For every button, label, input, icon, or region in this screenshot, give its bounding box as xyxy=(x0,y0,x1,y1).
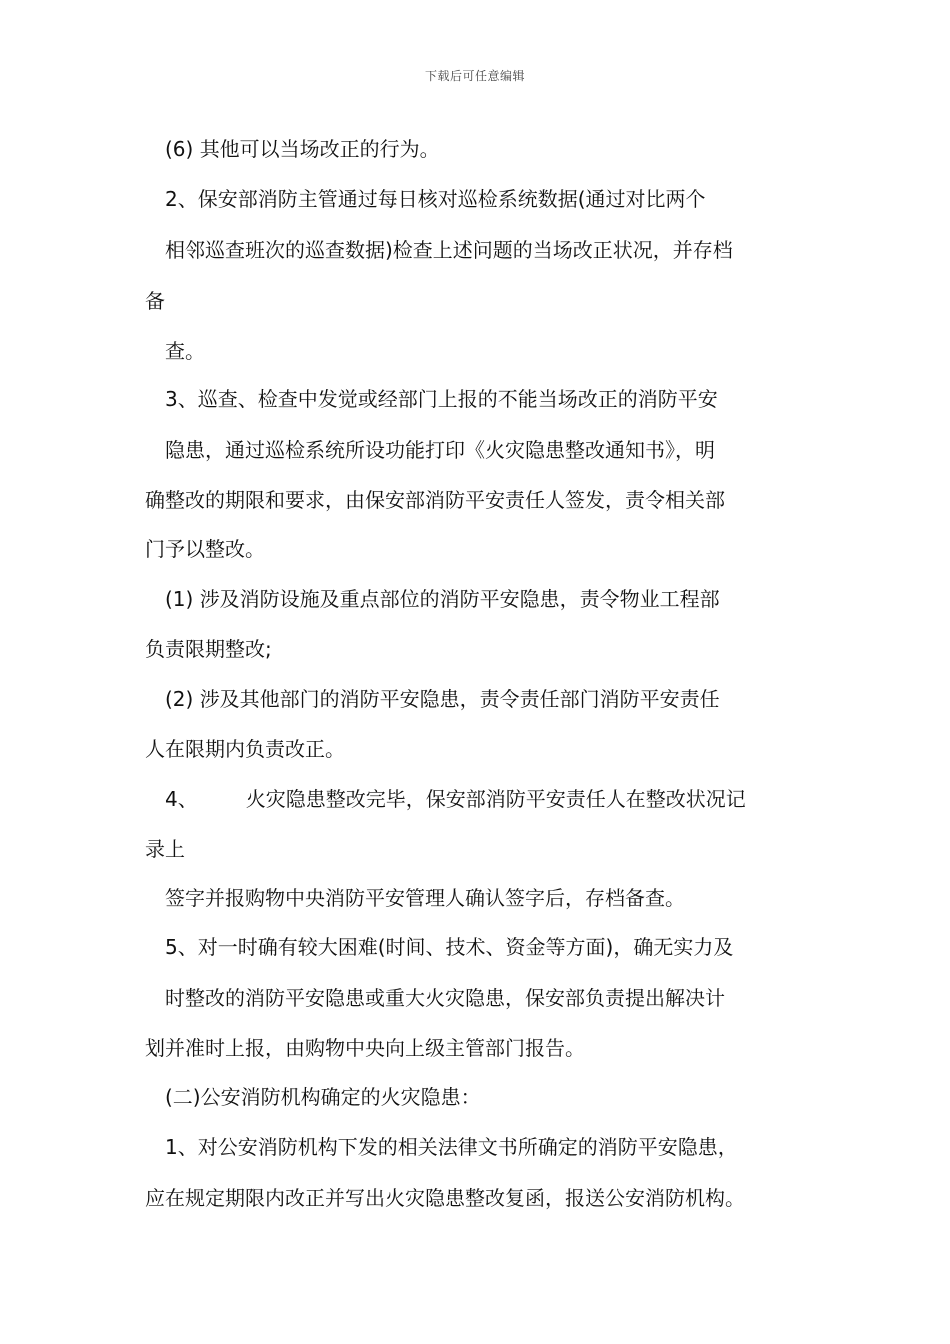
text-line: 隐患，通过巡检系统所设功能打印《火灾隐患整改通知书》，明 xyxy=(165,438,715,462)
text-line xyxy=(165,785,746,813)
text-line: 备 xyxy=(145,289,165,313)
text-line: 确整改的期限和要求，由保安部消防平安责任人签发，责令相关部 xyxy=(145,488,725,512)
header-note: 下载后可任意编辑 xyxy=(424,69,525,83)
text-line: 时整改的消防平安隐患或重大火灾隐患，保安部负责提出解决计 xyxy=(165,986,725,1010)
text-line: (二)公安消防机构确定的火灾隐患： xyxy=(165,1085,481,1109)
item-number: 4、 xyxy=(165,787,198,811)
text-line: (6) 其他可以当场改正的行为。 xyxy=(165,137,440,161)
text-line: 划并准时上报，由购物中央向上级主管部门报告。 xyxy=(145,1036,585,1060)
text-line: 应在规定期限内改正并写出火灾隐患整改复函，报送公安消防机构。 xyxy=(145,1186,745,1210)
text-line: 查。 xyxy=(165,339,205,363)
text-line: 录上 xyxy=(145,837,185,861)
text-line: 签字并报购物中央消防平安管理人确认签字后，存档备查。 xyxy=(165,886,685,910)
text-line: 负责限期整改; xyxy=(145,637,272,661)
text-line: 1、对公安消防机构下发的相关法律文书所确定的消防平安隐患， xyxy=(165,1135,738,1159)
text-line: 人在限期内负责改正。 xyxy=(145,737,345,761)
text-line: 5、对一时确有较大困难(时间、技术、资金等方面)，确无实力及 xyxy=(165,935,734,959)
text-line: 相邻巡查班次的巡查数据)检查上述问题的当场改正状况，并存档 xyxy=(165,238,733,262)
text-line: 门予以整改。 xyxy=(145,537,265,561)
text-line: (1) 涉及消防设施及重点部位的消防平安隐患，责令物业工程部 xyxy=(165,587,720,611)
text-line: 3、巡查、检查中发觉或经部门上报的不能当场改正的消防平安 xyxy=(165,387,718,411)
item-text: 火灾隐患整改完毕，保安部消防平安责任人在整改状况记 xyxy=(245,787,746,811)
text-line: (2) 涉及其他部门的消防平安隐患，责令责任部门消防平安责任 xyxy=(165,687,720,711)
text-line: 2、保安部消防主管通过每日核对巡检系统数据(通过对比两个 xyxy=(165,187,706,211)
